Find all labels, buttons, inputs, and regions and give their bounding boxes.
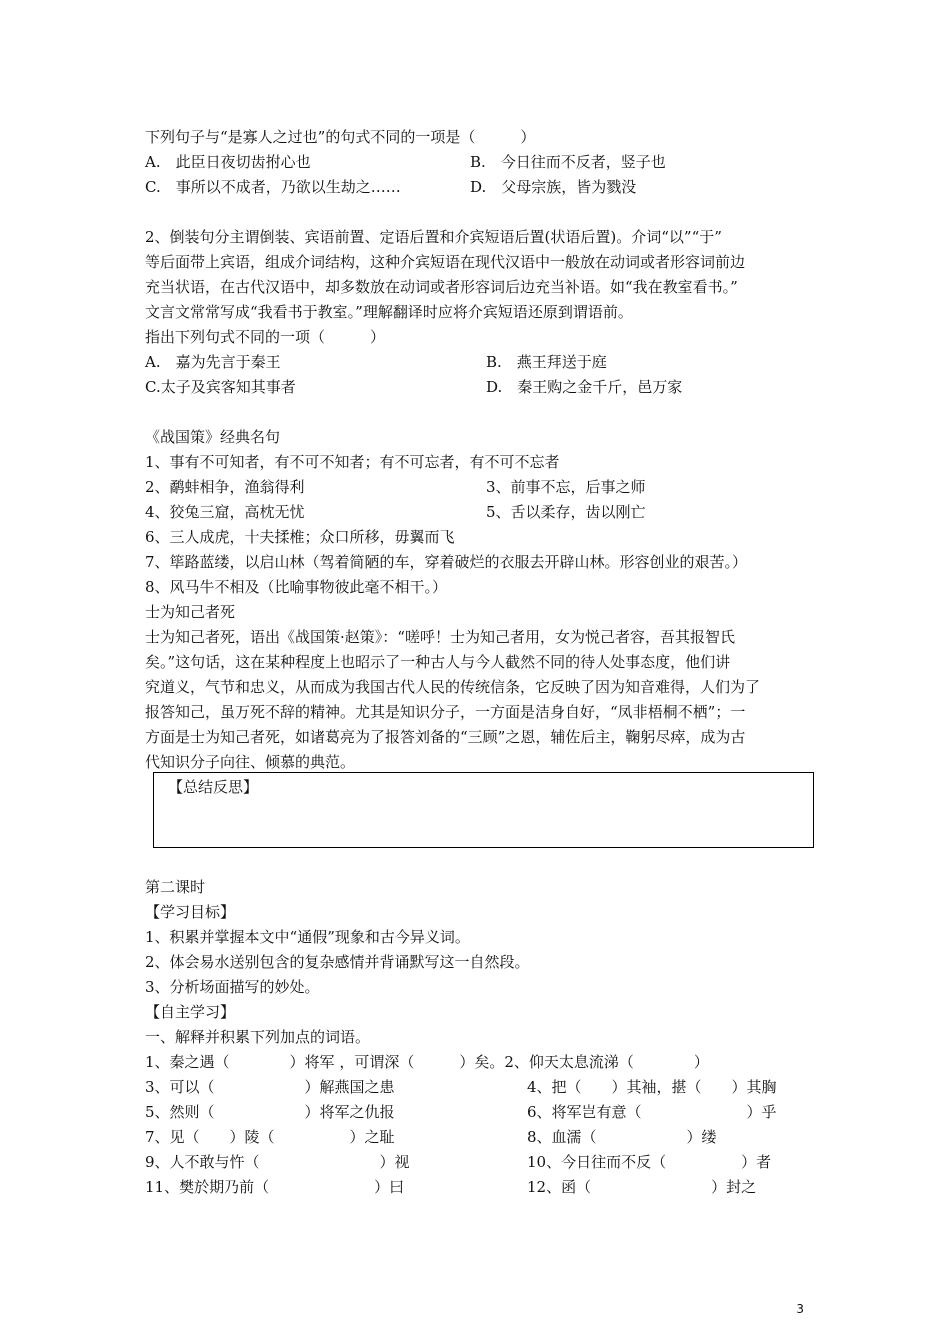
essay-line: 报答知己，虽万死不辞的精神。尤其是知识分子，一方面是洁身自好，“凤非梧桐不栖”；一 <box>145 703 746 721</box>
exercise-title: 一、解释并积累下列加点的词语。 <box>145 1028 371 1046</box>
essay-line: 方面是士为知己者死，如诸葛亮为了报答刘备的“三顾”之恩，辅佐后主，鞠躬尽瘁，成为古 <box>145 728 746 746</box>
exercise-item: 12、函（ ）封之 <box>527 1178 757 1196</box>
q1-option-d: D. 父母宗族，皆为戮没 <box>470 178 637 196</box>
q2-text-line: 文言文常常写成“我看书于教室。”理解翻译时应将介宾短语还原到谓语前。 <box>145 303 633 321</box>
quote-item: 8、风马牛不相及（比喻事物彼此毫不相干。） <box>145 578 448 596</box>
summary-box[interactable] <box>153 772 814 848</box>
summary-label: 【总结反思】 <box>168 778 259 796</box>
quote-item: 5、舌以柔存，齿以刚亡 <box>486 503 646 521</box>
essay-line: 究道义，气节和忠义，从而成为我国古代人民的传统信条，它反映了因为知音难得，人们为了 <box>145 678 761 696</box>
q1-stem: 下列句子与“是寡人之过也”的句式不同的一项是（ ） <box>145 128 536 146</box>
q2-stem: 指出下列句式不同的一项（ ） <box>145 328 386 346</box>
q1-option-b: B. 今日往而不反者，竖子也 <box>470 153 666 171</box>
essay-title: 士为知己者死 <box>145 603 236 621</box>
q1-option-c: C. 事所以不成者，乃欲以生劫之…… <box>145 178 401 196</box>
q1-option-a: A. 此臣日夜切齿拊心也 <box>145 153 311 171</box>
q2-text-line: 充当状语，在古代汉语中，却多数放在动词或者形容词后边充当补语。如“我在教室看书。” <box>145 278 738 296</box>
exercise-item: 4、把（ ）其袖，揕（ ）其胸 <box>527 1078 777 1096</box>
quote-item: 1、事有不可知者，有不可不知者；有不可忘者，有不可不忘者 <box>145 453 560 471</box>
q2-option-a: A. 嘉为先言于秦王 <box>145 353 281 371</box>
quote-item: 6、三人成虎，十夫揉椎；众口所移，毋翼而飞 <box>145 528 455 546</box>
q2-option-b: B. 燕王拜送于庭 <box>486 353 607 371</box>
exercise-item: 6、将军岂有意（ ）乎 <box>527 1103 777 1121</box>
q2-text-line: 等后面带上宾语，组成介词结构，这种介宾短语在现代汉语中一般放在动词或者形容词前边 <box>145 253 746 271</box>
goal-item: 1、积累并掌握本文中“通假”现象和古今异义词。 <box>145 928 470 946</box>
quote-item: 4、狡兔三窟，高枕无忧 <box>145 503 305 521</box>
exercise-item: 5、然则（ ）将军之仇报 <box>145 1103 395 1121</box>
page-number: 3 <box>796 1302 804 1316</box>
q2-option-d: D. 秦王购之金千斤，邑万家 <box>486 378 683 396</box>
exercise-row: 1、秦之遇（ ）将军 ，可谓深（ ）矣。2、仰天太息流涕（ ） <box>145 1053 709 1071</box>
goals-label: 【学习目标】 <box>145 903 236 921</box>
exercise-item: 3、可以（ ）解燕国之患 <box>145 1078 395 1096</box>
q2-text-line: 2、倒装句分主谓倒装、宾语前置、定语后置和介宾短语后置(状语后置)。介词“以”“于” <box>145 228 722 246</box>
self-study-label: 【自主学习】 <box>145 1003 236 1021</box>
exercise-item: 11、樊於期乃前（ ）曰 <box>145 1178 405 1196</box>
exercise-item: 10、今日往而不反（ ）者 <box>527 1153 772 1171</box>
exercise-item: 8、血濡（ ）缕 <box>527 1128 717 1146</box>
goal-item: 3、分析场面描写的妙处。 <box>145 978 320 996</box>
quotes-title: 《战国策》经典名句 <box>145 428 281 446</box>
exercise-item: 9、人不敢与忤（ ）视 <box>145 1153 410 1171</box>
lesson2-title: 第二课时 <box>145 878 206 896</box>
goal-item: 2、体会易水送别包含的复杂感情并背诵默写这一自然段。 <box>145 953 530 971</box>
quote-item: 3、前事不忘，后事之师 <box>486 478 646 496</box>
quote-item: 7、筚路蓝缕，以启山林（驾着简陋的车，穿着破烂的衣服去开辟山林。形容创业的艰苦。） <box>145 553 748 571</box>
q2-option-c: C.太子及宾客知其事者 <box>145 378 296 396</box>
quote-item: 2、鹬蚌相争，渔翁得利 <box>145 478 305 496</box>
essay-line: 矣。”这句话，这在某种程度上也昭示了一种古人与今人截然不同的待人处事态度，他们讲 <box>145 653 731 671</box>
essay-line: 代知识分子向往、倾慕的典范。 <box>145 753 356 771</box>
essay-line: 士为知己者死，语出《战国策·赵策》：“嗟呼！士为知己者用，女为悦己者容，吾其报智氏 <box>145 628 735 646</box>
exercise-item: 7、见（ ）陵（ ）之耻 <box>145 1128 395 1146</box>
